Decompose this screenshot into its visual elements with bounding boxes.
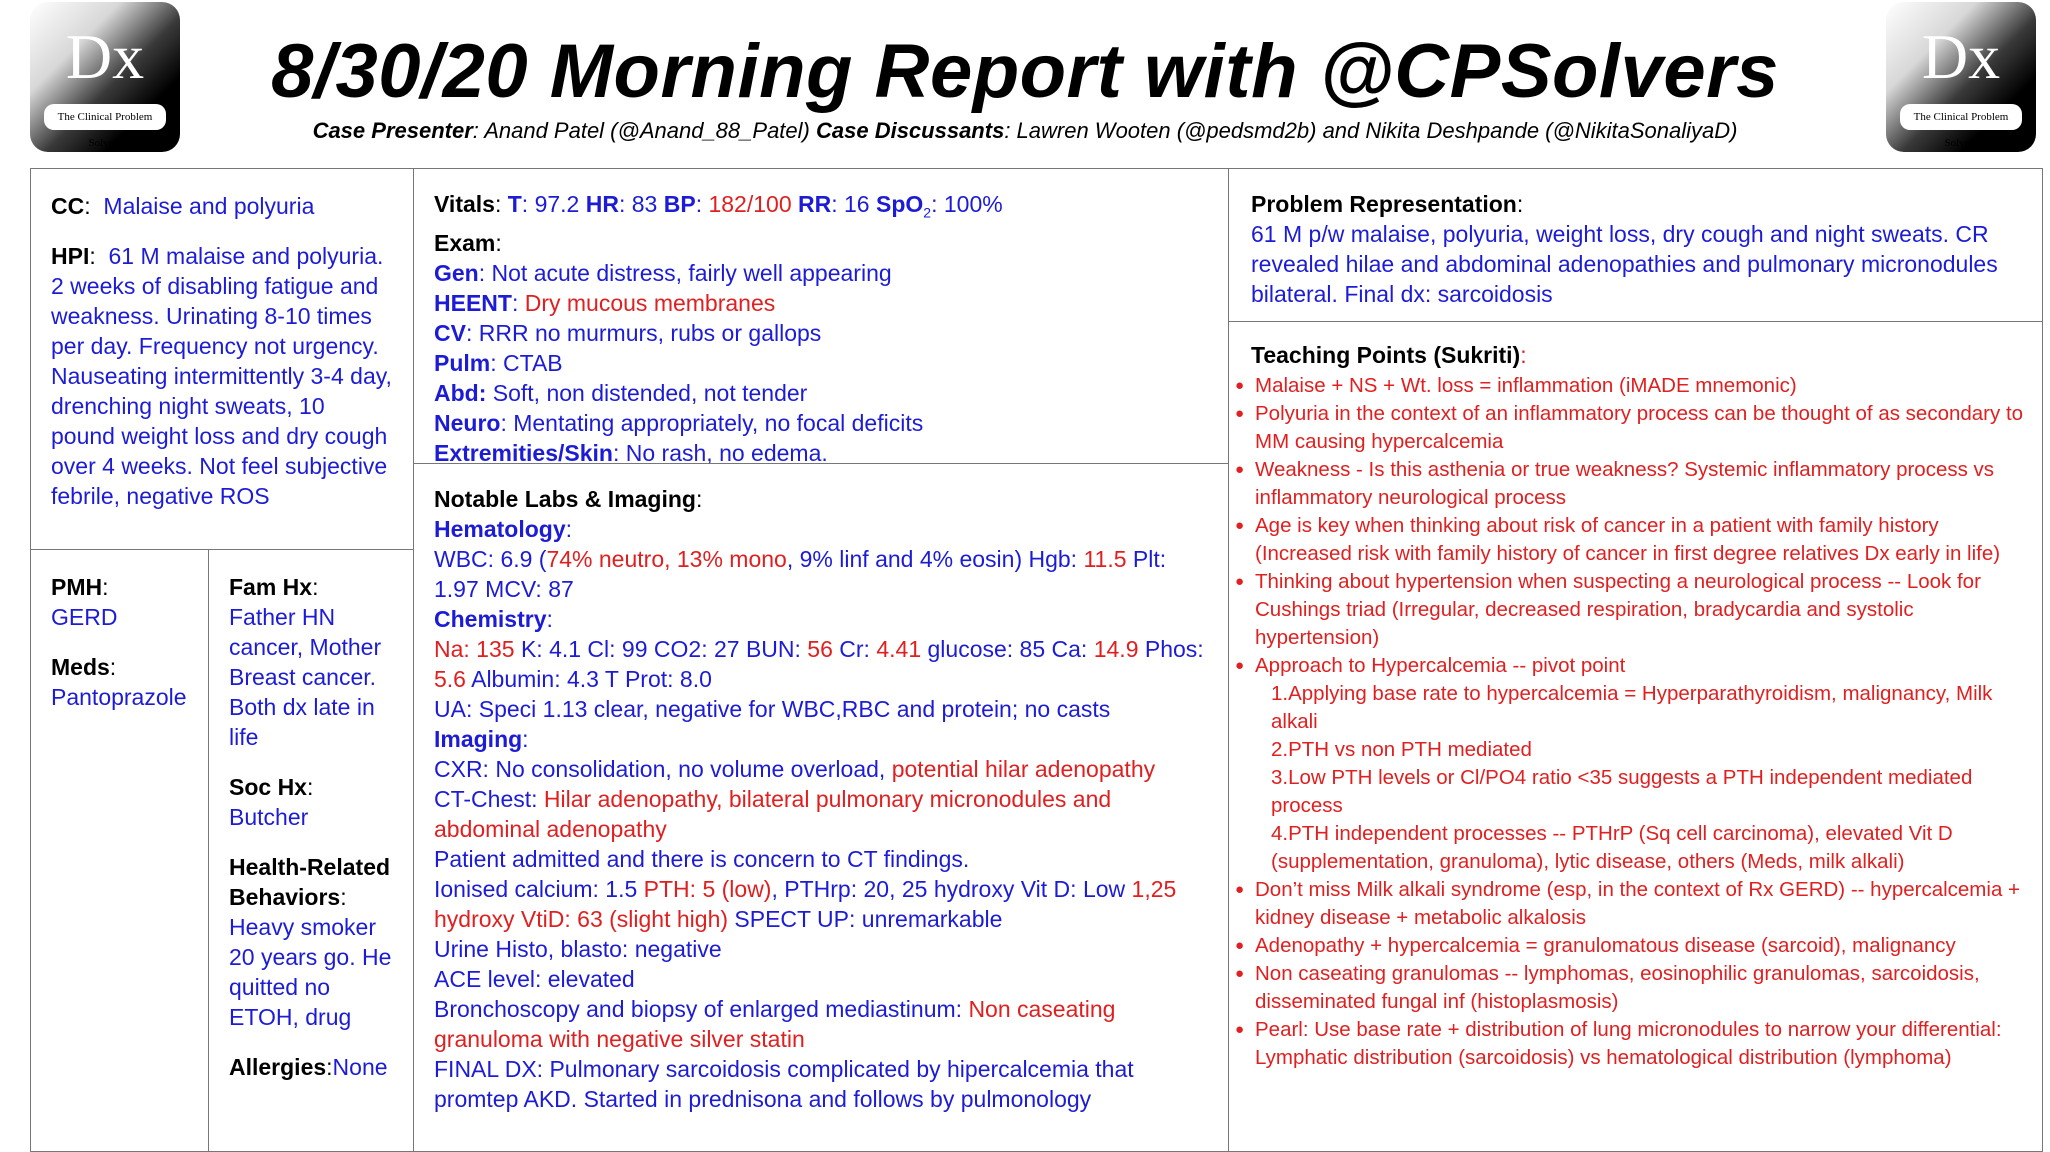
chemistry-label-line: Chemistry: bbox=[434, 606, 553, 632]
allergies-line: Allergies:None bbox=[229, 1054, 388, 1080]
spo2-subscript: 2 bbox=[923, 204, 932, 221]
temp-label: T bbox=[507, 191, 522, 217]
famhx-label: Fam Hx bbox=[229, 574, 313, 600]
teaching-point: ● Polyuria in the context of an inflammatory process can be thought of as secondary to MM causing hypercalcemia bbox=[1235, 400, 2028, 456]
problem-label: Problem Representation bbox=[1251, 191, 1517, 217]
teaching-point: ● Approach to Hypercalcemia -- pivot point bbox=[1235, 652, 2028, 680]
teaching-subpoint: 4.PTH independent processes -- PTHrP (Sq cell carcinoma), elevated Vit D (supplementation, granuloma), lytic disease, others (Meds, milk alkali) bbox=[1271, 822, 1953, 873]
exam-neuro: Neuro: Mentating appropriately, no focal deficits bbox=[434, 409, 924, 436]
sochx-value: Butcher bbox=[229, 804, 309, 830]
pmh-value: GERD bbox=[51, 604, 118, 630]
bp-value: 182/100 bbox=[708, 191, 792, 217]
teaching-point: ● Weakness - Is this asthenia or true weakness? Systemic inflammatory process vs inflammatory neurological process bbox=[1235, 456, 2028, 512]
exam-gen: Gen: Not acute distress, fairly well appearing bbox=[434, 259, 892, 286]
pmh-label-line: PMH: bbox=[51, 574, 109, 600]
cc-value: Malaise and polyuria bbox=[103, 193, 315, 219]
vitals-line: Vitals: T: 97.2 HR: 83 BP: 182/100 RR: 16 SpO$_2$: 100% bbox=[434, 191, 1003, 221]
teaching-point: ● Thinking about hypertension when suspecting a neurological process -- Look for Cushings triad (Irregular, decreased respiration, bradycardia and systolic hypertension) bbox=[1235, 568, 2028, 652]
teaching-points-list bbox=[1235, 372, 2028, 1072]
meds-value: Pantoprazole bbox=[51, 684, 187, 710]
teaching-label: Teaching Points (Sukriti) bbox=[1251, 342, 1521, 368]
logo-subtext: The Clinical Problem Solvers bbox=[44, 104, 166, 130]
hr-label: HR bbox=[585, 191, 619, 217]
admit-line: Patient admitted and there is concern to CT findings. bbox=[434, 846, 970, 872]
pmh-meds-panel bbox=[30, 549, 209, 1152]
problem-label-line: Problem Representation: bbox=[1251, 191, 1524, 217]
teaching-subpoint: 3.Low PTH levels or Cl/PO4 ratio <35 suggests a PTH independent mediated process bbox=[1271, 766, 1973, 817]
hpi-label: HPI bbox=[51, 243, 90, 269]
teaching-point: ● Age is key when thinking about risk of cancer in a patient with family history (Increased risk with family history of cancer in first degree relatives Dx early in life) bbox=[1235, 512, 2028, 568]
cc-label: CC bbox=[51, 193, 85, 219]
exam-abd: Abd: Soft, non distended, not tender bbox=[434, 379, 808, 406]
ace-line: ACE level: elevated bbox=[434, 966, 635, 992]
hpi-value: 61 M malaise and polyuria. 2 weeks of disabling fatigue and weakness. Urinating 8-10 times per day. Frequency not urgency. Nauseating intermittently 3-4 day, drenching night sweats, 10 pound weight loss and dry cough over 4 weeks. Not feel subjective febrile, negative ROS bbox=[51, 243, 392, 509]
allergies-label: Allergies bbox=[229, 1054, 327, 1080]
hematology-label-line: Hematology: bbox=[434, 516, 573, 542]
teaching-subpoint: 2.PTH vs non PTH mediated bbox=[1271, 738, 1532, 761]
logo-text: Dx bbox=[1921, 21, 2001, 92]
vitals-label: Vitals bbox=[434, 191, 495, 217]
ua-line: UA: Speci 1.13 clear, negative for WBC,RBC and protein; no casts bbox=[434, 696, 1111, 722]
spo2-value: 100% bbox=[943, 191, 1003, 217]
exam-extremities: Extremities/Skin: No rash, no edema. bbox=[434, 439, 828, 464]
rr-value: 16 bbox=[844, 191, 870, 217]
labs-imaging-panel bbox=[413, 463, 1229, 1152]
presenter-label: Case Presenter bbox=[312, 118, 473, 143]
famhx-value: Father HN cancer, Mother Breast cancer. Both dx late in life bbox=[229, 604, 382, 750]
meds-label: Meds bbox=[51, 654, 110, 680]
exam-heent: HEENT: Dry mucous membranes bbox=[434, 289, 776, 316]
discussants-label: Case Discussants bbox=[815, 118, 1005, 143]
logo-text: Dx bbox=[65, 21, 145, 92]
cc-line: CC: Malaise and polyuria bbox=[51, 193, 315, 219]
page-title: 8/30/20 Morning Report with @CPSolvers bbox=[271, 29, 1779, 114]
meds-label-line: Meds: bbox=[51, 654, 117, 680]
exam-cv: CV: RRR no murmurs, rubs or gallops bbox=[434, 319, 822, 346]
pmh-label: PMH bbox=[51, 574, 103, 600]
imaging-label-line: Imaging: bbox=[434, 726, 529, 752]
cxr-line: CXR: No consolidation, no volume overload, potential hilar adenopathy bbox=[434, 756, 1156, 782]
presenters-line bbox=[0, 118, 2050, 144]
bronch-line: Bronchoscopy and biopsy of enlarged mediastinum: Non caseating granuloma with negative silver statin bbox=[434, 996, 1116, 1052]
urine-line: Urine Histo, blasto: negative bbox=[434, 936, 722, 962]
problem-value: 61 M p/w malaise, polyuria, weight loss, dry cough and night sweats. CR revealed hilae and abdominal adenopathies and pulmonary micronodules bilateral. Final dx: sarcoidosis bbox=[1251, 221, 1998, 307]
teaching-point: ● Adenopathy + hypercalcemia = granulomatous disease (sarcoid), malignancy bbox=[1235, 932, 2028, 960]
cc-hpi-panel bbox=[30, 168, 414, 550]
chem-line: Na: 135 K: 4.1 Cl: 99 CO2: 27 BUN: 56 Cr: 4.41 glucose: 85 Ca: 14.9 Phos: 5.6 Albumin: 4.3 T Prot: 8.0 bbox=[434, 636, 1204, 692]
spo2-label: SpO bbox=[876, 191, 924, 217]
discussants-names: : Lawren Wooten (@pedsmd2b) and Nikita Deshpande (@NikitaSonaliyaD) bbox=[1004, 118, 1738, 143]
bp-label: BP bbox=[663, 191, 696, 217]
logo-subtext: The Clinical Problem Solvers bbox=[1900, 104, 2022, 130]
rr-label: RR bbox=[798, 191, 832, 217]
teaching-points-panel bbox=[1228, 321, 2043, 1152]
hpi-block: HPI: 61 M malaise and polyuria. 2 weeks of disabling fatigue and weakness. Urinating 8-10 times per day. Frequency not urgency. Nauseating intermittently 3-4 day, drenching night sweats, 10 pound weight loss and dry cough over 4 weeks. Not feel subjective febrile, negative ROS bbox=[51, 243, 392, 509]
labs-label-line: Notable Labs & Imaging: bbox=[434, 486, 703, 512]
teaching-point: ● Non caseating granulomas -- lymphomas, eosinophilic granulomas, sarcoidosis, disseminated fungal inf (histoplasmosis) bbox=[1235, 960, 2028, 1016]
labs-label: Notable Labs & Imaging bbox=[434, 486, 696, 512]
teaching-label-line: Teaching Points (Sukriti): bbox=[1251, 342, 1527, 368]
teaching-point: ● Pearl: Use base rate + distribution of lung micronodules to narrow your differential: Lymphatic distribution (sarcoidosis) vs hematological distribution (lymphoma) bbox=[1235, 1016, 2028, 1072]
allergies-value: None bbox=[332, 1054, 388, 1080]
exam-label: Exam bbox=[434, 229, 496, 256]
ct-line: CT-Chest: Hilar adenopathy, bilateral pulmonary micronodules and abdominal adenopathy bbox=[434, 786, 1112, 842]
sochx-label-line: Soc Hx: bbox=[229, 774, 314, 800]
vitals-exam-panel bbox=[413, 168, 1229, 464]
exam-label-line: Exam: bbox=[434, 229, 502, 256]
cbc-line: WBC: 6.9 (74% neutro, 13% mono, 9% linf and 4% eosin) Hgb: 11.5 Plt: 1.97 MCV: 87 bbox=[434, 546, 1167, 602]
presenter-name: : Anand Patel (@Anand_88_Patel) bbox=[472, 118, 816, 143]
famhx-label-line: Fam Hx: bbox=[229, 574, 319, 600]
calcium-line: Ionised calcium: 1.5 PTH: 5 (low), PTHrp: 20, 25 hydroxy Vit D: Low 1,25 hydroxy VtiD: 63 (slight high) SPECT UP: unremarkable bbox=[434, 876, 1177, 932]
sochx-label: Soc Hx bbox=[229, 774, 307, 800]
health-label: Health-Related Behaviors bbox=[229, 854, 391, 910]
health-label-line: Health-Related Behaviors: bbox=[229, 854, 391, 910]
history-panel bbox=[208, 549, 414, 1152]
problem-representation-panel bbox=[1228, 168, 2043, 322]
final-dx-line: FINAL DX: Pulmonary sarcoidosis complicated by hipercalcemia that promtep AKD. Started in prednisona and follows by pulmonology bbox=[434, 1056, 1134, 1112]
teaching-point: ● Malaise + NS + Wt. loss = inflammation (iMADE mnemonic) bbox=[1235, 372, 2028, 400]
hr-value: 83 bbox=[631, 191, 658, 217]
teaching-subpoint: 1.Applying base rate to hypercalcemia = Hyperparathyroidism, malignancy, Milk alkali bbox=[1271, 682, 1993, 733]
teaching-point: ● Don’t miss Milk alkali syndrome (esp, in the context of Rx GERD) -- hypercalcemia + kidney disease + metabolic alkalosis bbox=[1235, 876, 2028, 932]
temp-value: 97.2 bbox=[534, 191, 580, 217]
exam-pulm: Pulm: CTAB bbox=[434, 349, 563, 376]
health-value: Heavy smoker 20 years go. He quitted no ETOH, drug bbox=[229, 914, 392, 1030]
